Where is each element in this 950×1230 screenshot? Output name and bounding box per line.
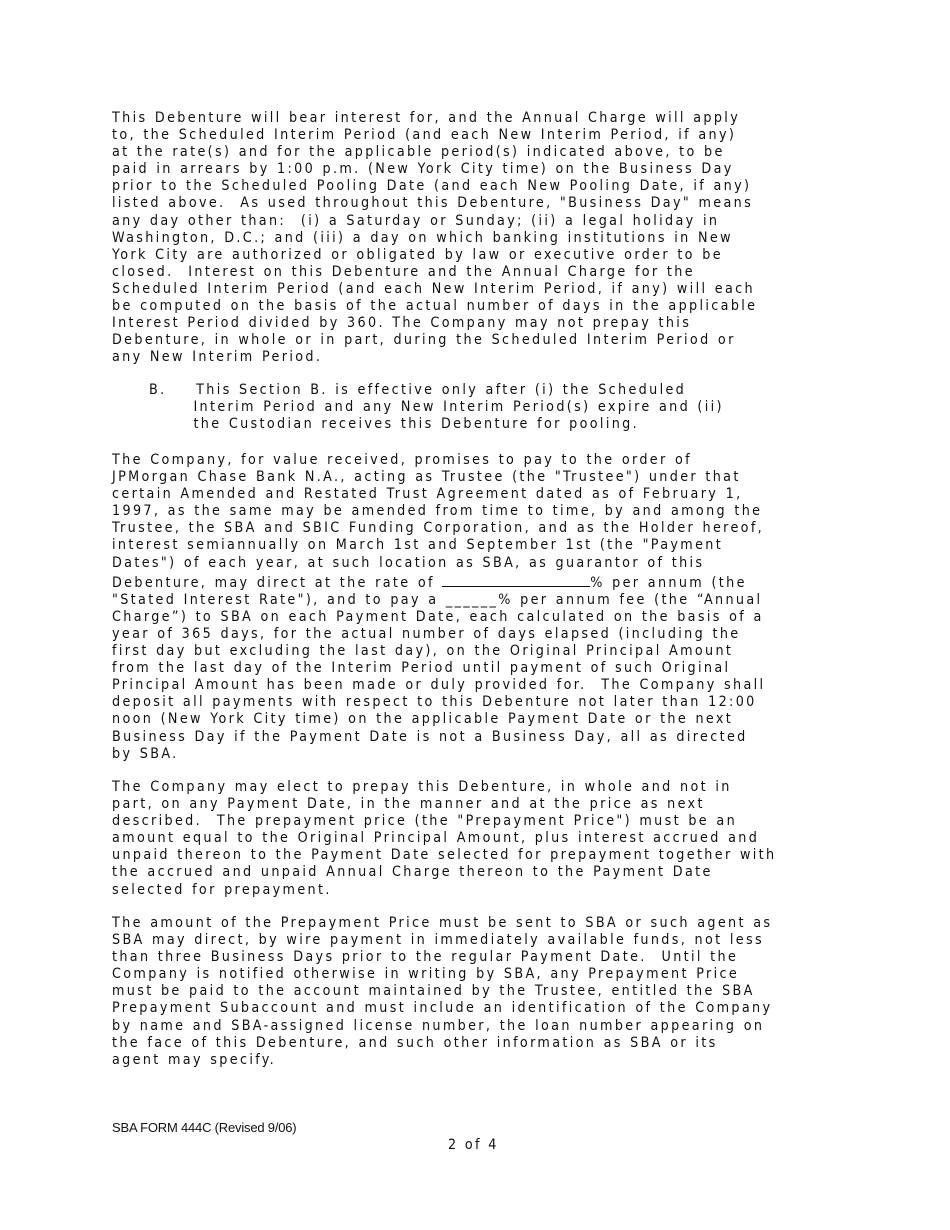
promise-text-part2: % per annum (the "Stated Interest Rate"), and to pay a [112, 574, 747, 608]
form-identifier: SBA FORM 444C (Revised 9/06) [112, 1120, 297, 1135]
annual-fee-blank[interactable]: ______ [445, 591, 499, 608]
interim-period-paragraph: This Debenture will bear interest for, and the Annual Charge will apply to, the Scheduled Interim Period (and each New Interim Period, if any) at the rate(s) and for the applicable period(s) indicated above, to be paid in arrears by 1:00 p.m. (New York City time) on the Business Day prior to the Scheduled Pooling Date (and each New Pooling Date, if any) listed above. As used throughout this Debenture, "Business Day" means any day other than: (i) a Saturday or Sunday; (ii) a legal holiday in Washington, D.C.; and (iii) a day on which banking institutions in New York City are authorized or obligated by law or executive order to be closed. Interest on this Debenture and the Annual Charge for the Scheduled Interim Period (and each New Interim Period, if any) will each be computed on the basis of the actual number of days in the applicable Interest Period divided by 360. The Company may not prepay this Debenture, in whole or in part, during the Scheduled Interim Period or any New Interim Period. [112, 110, 758, 366]
promise-text-part1: The Company, for value received, promises to pay to the order of JPMorgan Chase Bank N.A., acting as Trustee (the "Trustee") under that certain Amended and Restated Trust Agreement dated as of February 1, 1997, as the same may be amended from time to time, by and among the Trustee, the SBA and SBIC Funding Corporation, and as the Holder hereof, interest semiannually on March 1st and September 1st (the "Payment Dates") of each year, at such location as SBA, as guarantor of this Debenture, may direct at the rate of [112, 452, 765, 591]
promise-text-part3: % per annum fee (the “Annual Charge”) to SBA on each Payment Date, each calculated on the basis of a year of 365 days, for the actual number of days elapsed (including the first day but excluding the last day), on the Original Principal Amount from the last day of the Interim Period until payment of such Original Principal Amount has been made or duly provided for. The Company shall deposit all payments with respect to this Debenture not later than 12:00 noon (New York City time) on the applicable Payment Date or the next Business Day if the Payment Date is not a Business Day, all as directed by SBA. [112, 591, 766, 762]
promise-to-pay-paragraph [112, 452, 850, 763]
page-number: 2 of 4 [448, 1137, 499, 1153]
prepayment-paragraph: The Company may elect to prepay this Debenture, in whole and not in part, on any Payment Date, in the manner and at the price as next described. The prepayment price (the "Prepayment Price") must be an amount equal to the Original Principal Amount, plus interest accrued and unpaid thereon to the Payment Date selected for prepayment together with the accrued and unpaid Annual Charge thereon to the Payment Date selected for prepayment. [112, 779, 777, 898]
section-b-paragraph: B. This Section B. is effective only after (i) the Scheduled Interim Period and any New Interim Period(s) expire and (ii) the Custodian receives this Debenture for pooling. [149, 382, 724, 433]
stated-interest-rate-blank[interactable] [442, 572, 590, 587]
prepayment-price-paragraph: The amount of the Prepayment Price must be sent to SBA or such agent as SBA may direct, by wire payment in immediately available funds, not less than three Business Days prior to the regular Payment Date. Until the Company is notified otherwise in writing by SBA, any Prepayment Price must be paid to the account maintained by the Trustee, entitled the SBA Prepayment Subaccount and must include an identification of the Company by name and SBA-assigned license number, the loan number appearing on the face of this Debenture, and such other information as SBA or its agent may specify. [112, 915, 773, 1068]
